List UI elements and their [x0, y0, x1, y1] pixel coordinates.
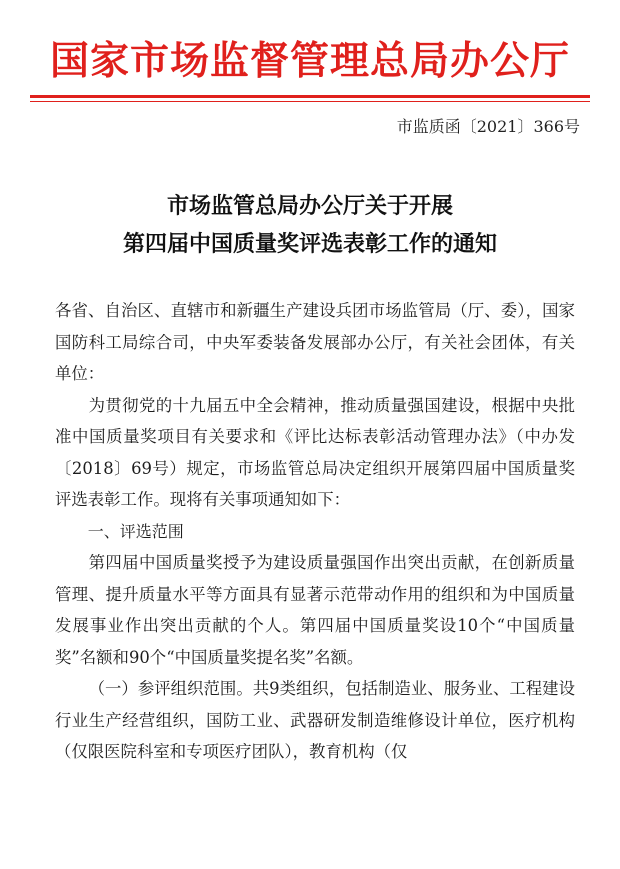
section-1-heading: 一、评选范围 — [87, 521, 184, 541]
document-title-line-1: 市场监管总局办公厅关于开展 — [166, 193, 453, 219]
addressees-paragraph: 各省、自治区、直辖市和新疆生产建设兵团市场监管局（厅、委），国家国防科工局综合司，中央军委装备发展部办公厅，有关社会团体，有关单位： — [55, 301, 575, 383]
subsection-1-paragraph: （一）参评组织范围。共9类组织，包括制造业、服务业、工程建设行业生产经营组织，国防工业、武器研发制造维修设计单位，医疗机构（仅限医院科室和专项医疗团队），教育机构（仅 — [55, 679, 575, 761]
issuer-header: 国家市场监督管理总局办公厅 — [49, 38, 570, 84]
document-body — [55, 295, 575, 768]
header-rule-thin — [30, 101, 590, 102]
intro-paragraph: 为贯彻党的十九届五中全会精神，推动质量强国建设，根据中央批准中国质量奖项目有关要求和《评比达标表彰活动管理办法》（中办发〔2018〕69号）规定，市场监管总局决定组织开展第四届中国质量奖评选表彰工作。现将有关事项通知如下： — [55, 395, 575, 509]
header-rule-thick — [30, 95, 590, 98]
section-1-paragraph: 第四届中国质量奖授予为建设质量强国作出突出贡献，在创新质量管理、提升质量水平等方面具有显著示范带动作用的组织和为中国质量发展事业作出突出贡献的个人。第四届中国质量奖设10个“中国质量奖”名额和90个“中国质量奖提名奖”名额。 — [55, 553, 575, 667]
document-title-line-2: 第四届中国质量奖评选表彰工作的通知 — [122, 231, 497, 257]
document-number: 市监质函〔2021〕366号 — [396, 117, 580, 136]
